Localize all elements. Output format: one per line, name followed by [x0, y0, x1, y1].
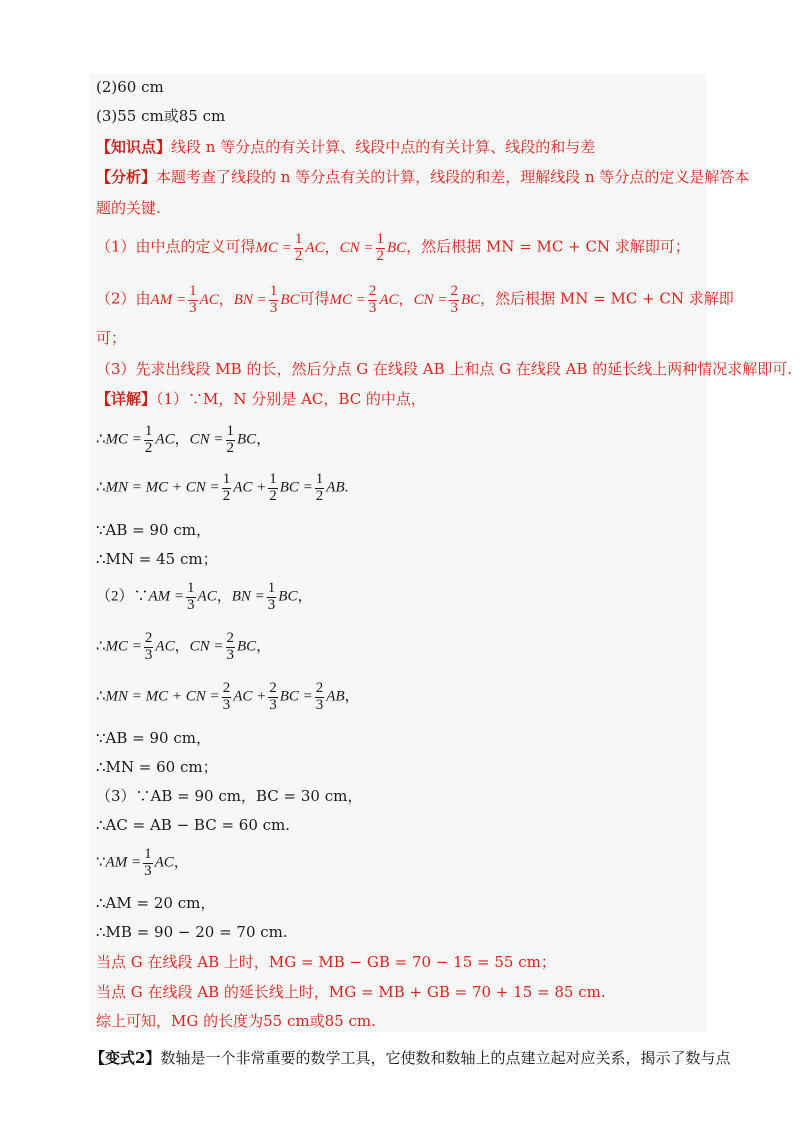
step2-prefix: （2）由 [96, 289, 151, 308]
detail-line-12: （3）∵AB = 90 cm，BC = 30 cm， [96, 787, 363, 805]
detail-line-2: ∴MC = $\frac{1}{2}$ AC，CN = $\frac{1}{2}$ BC， [96, 423, 272, 456]
analysis-step-3: （3）先求出线段 MB 的长，然后分点 G 在线段 AB 上和点 G 在线段 AB 的延长线上两种情况求解即可. [96, 360, 793, 378]
detail-line-3: ∴MN = MC + CN = $\frac{1}{2}$ AC + $\frac{1}{2}$ BC = $\frac{1}{2}$ AB. [96, 471, 349, 504]
analysis-tag: 【分析】 [96, 168, 157, 186]
step2-result: MC = $\frac{2}{3}$ AC，CN = $\frac{2}{3}$ BC [329, 283, 481, 316]
step2-given: AM = $\frac{1}{3}$ AC，BN = $\frac{1}{3}$ BC [150, 283, 300, 316]
step1-suffix: ，然后根据 MN = MC + CN 求解即可； [406, 237, 690, 256]
detail-line-10: ∵AB = 90 cm， [96, 729, 211, 747]
detail-line-6: （2）∵AM = $\frac{1}{3}$ AC，BN = $\frac{1}{3}$ BC， [96, 580, 313, 613]
step2-mid: 可得 [299, 289, 330, 308]
detail-line-8: ∴MN = MC + CN = $\frac{2}{3}$ AC + $\frac{2}{3}$ BC = $\frac{2}{3}$ AB， [96, 680, 360, 713]
step1-formula: MC = $\frac{1}{2}$ AC，CN = $\frac{1}{2}$ BC [255, 231, 407, 264]
analysis-text-1: 本题考查了线段的 n 等分点有关的计算，线段的和差，理解线段 n 等分点的定义是解答本 [156, 168, 750, 186]
step2-suffix: ，然后根据 MN = MC + CN 求解即 [480, 289, 734, 308]
variant-2-line [90, 1047, 730, 1068]
detail-line-14: ∵AM = $\frac{1}{3}$ AC， [96, 846, 189, 879]
knowledge-tag: 【知识点】 [96, 138, 172, 156]
detail-l1-text: （1）∵M，N 分别是 AC，BC 的中点， [156, 390, 426, 408]
detail-line-7: ∴MC = $\frac{2}{3}$ AC，CN = $\frac{2}{3}$ BC， [96, 630, 272, 663]
detail-line-16: ∴MB = 90 − 20 = 70 cm. [96, 923, 288, 941]
detail-line-5: ∴MN = 45 cm； [96, 550, 218, 568]
variant-text: 数轴是一个非常重要的数学工具，它使数和数轴上的点建立起对应关系，揭示了数与点 [160, 1049, 731, 1067]
analysis-step-1 [96, 232, 690, 265]
analysis-line-1 [96, 170, 749, 185]
detail-line-15: ∴AM = 20 cm， [96, 894, 216, 912]
detail-line-1 [96, 392, 426, 407]
detail-tag: 【详解】 [96, 390, 157, 408]
analysis-line-2: 题的关键. [96, 199, 161, 217]
detail-line-11: ∴MN = 60 cm； [96, 758, 218, 776]
variant-tag: 【变式2】 [90, 1049, 161, 1067]
detail-line-13: ∴AC = AB − BC = 60 cm. [96, 816, 291, 834]
knowledge-point [96, 140, 595, 155]
analysis-step-2-cont: 可； [96, 329, 127, 347]
detail-line-19: 综上可知，MG 的长度为55 cm或85 cm. [96, 1012, 376, 1030]
knowledge-text: 线段 n 等分点的有关计算、线段中点的有关计算、线段的和与差 [171, 138, 596, 156]
detail-line-4: ∵AB = 90 cm， [96, 521, 211, 539]
answer-2: (2)60 cm [96, 78, 164, 96]
step1-prefix: （1）由中点的定义可得 [96, 237, 256, 256]
analysis-step-2 [96, 284, 734, 317]
detail-line-17: 当点 G 在线段 AB 上时，MG = MB − GB = 70 − 15 = 55 cm； [96, 953, 556, 971]
detail-line-18: 当点 G 在线段 AB 的延长线上时，MG = MB + GB = 70 + 15 = 85 cm. [96, 983, 606, 1001]
answer-3: (3)55 cm或85 cm [96, 107, 226, 125]
